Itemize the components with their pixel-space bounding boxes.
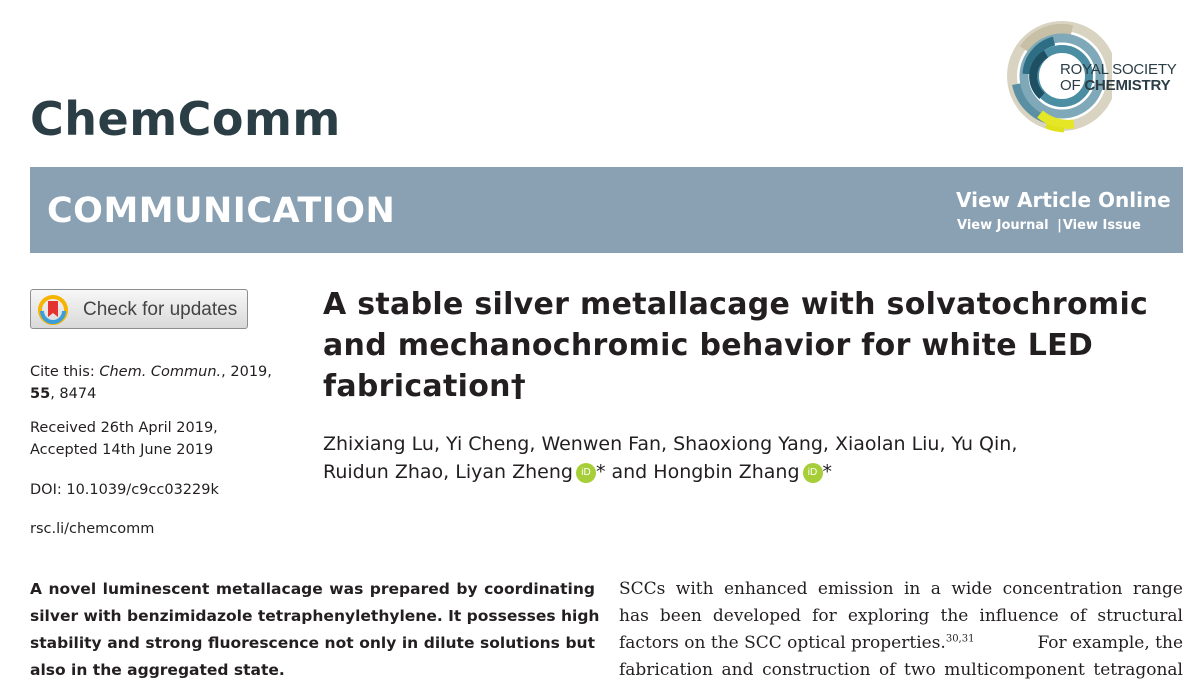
check-for-updates-label: Check for updates <box>83 299 238 320</box>
received-date: Received 26th April 2019, <box>30 420 218 436</box>
title-line: and mechanochromic behavior for white LED <box>323 328 1094 363</box>
history <box>30 417 218 461</box>
link-separator: | <box>1057 218 1062 233</box>
cite-journal: Chem. Commun. <box>99 364 222 380</box>
view-article-online-link[interactable]: View Article Online <box>956 188 1171 212</box>
body-line-tail: For example, the <box>1037 633 1183 653</box>
logo-text-prefix: OF <box>1060 77 1081 94</box>
article-type-label: COMMUNICATION <box>47 191 396 231</box>
view-issue-link[interactable]: View Issue <box>1062 218 1141 233</box>
abstract-line: also in the aggregated state. <box>30 661 285 679</box>
title-line: A stable silver metallacage with solvatochromic <box>323 287 1149 322</box>
abstract <box>30 576 600 684</box>
citation <box>30 361 272 405</box>
body-line: fabrication and construction of two multicomponent tetragonal <box>619 660 1183 680</box>
authors-line: Zhixiang Lu, Yi Cheng, Wenwen Fan, Shaoxiong Yang, Xiaolan Liu, Yu Qin, <box>323 433 1018 455</box>
body-line <box>619 630 1183 657</box>
body-line: SCCs with enhanced emission in a wide concentration range <box>619 579 1183 599</box>
abstract-line: stability and strong fluorescence not only in dilute solutions but <box>30 634 595 652</box>
title-line: fabrication† <box>323 369 527 404</box>
orcid-icon[interactable]: iD <box>576 463 596 483</box>
cite-label: Cite this: <box>30 364 95 380</box>
body-text <box>619 576 1183 684</box>
journal-name: ChemComm <box>30 92 341 146</box>
citation-ref[interactable]: 30,31 <box>945 633 975 645</box>
logo-text-line1: ROYAL SOCIETY <box>1060 61 1177 78</box>
abstract-line: A novel luminescent metallacage was prepared by coordinating <box>30 580 595 598</box>
corresponding-mark: * <box>822 461 833 483</box>
check-for-updates-icon <box>38 295 68 325</box>
cite-pages: , 8474 <box>50 386 97 402</box>
logo-text-chemistry: CHEMISTRY <box>1084 77 1171 94</box>
journal-link[interactable]: rsc.li/chemcomm <box>30 521 155 537</box>
author-list <box>323 430 1183 486</box>
body-line-text: factors on the SCC optical properties. <box>619 633 946 653</box>
cite-volume: 55 <box>30 386 51 402</box>
view-journal-link[interactable]: View Journal <box>957 218 1049 233</box>
article-title <box>323 284 1173 407</box>
authors-line: * and Hongbin Zhang <box>595 461 800 483</box>
abstract-line: silver with benzimidazole tetraphenylethylene. It possesses high <box>30 607 600 625</box>
body-line: has been developed for exploring the influence of structural <box>619 606 1183 626</box>
accepted-date: Accepted 14th June 2019 <box>30 442 214 458</box>
article-type-banner <box>30 167 1183 253</box>
authors-line: Ruidun Zhao, Liyan Zheng <box>323 461 573 483</box>
orcid-icon[interactable]: iD <box>803 463 823 483</box>
check-for-updates-button[interactable] <box>30 289 248 329</box>
rsc-logo[interactable] <box>1002 14 1192 138</box>
doi[interactable]: DOI: 10.1039/c9cc03229k <box>30 482 219 498</box>
cite-year: , 2019, <box>221 364 272 380</box>
view-links <box>957 218 1141 233</box>
